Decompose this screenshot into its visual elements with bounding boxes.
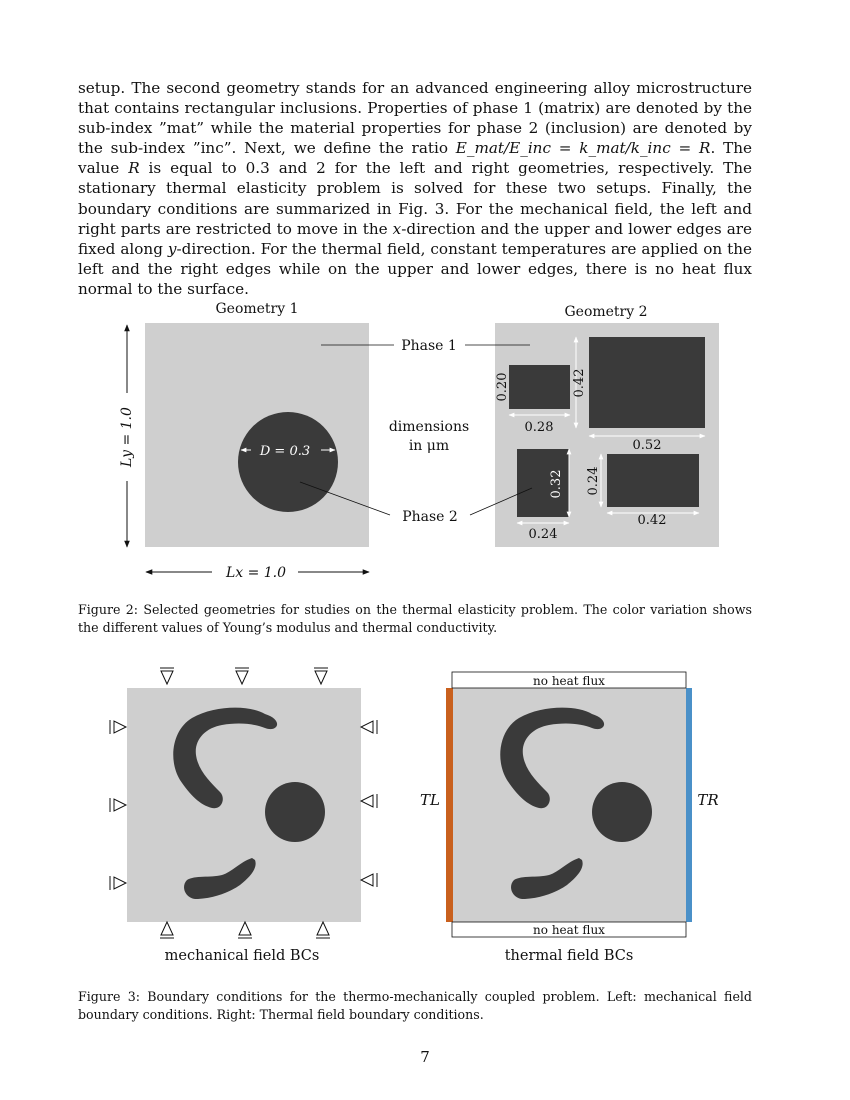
circle-diameter-label: D = 0.3 [259, 444, 311, 459]
inclusion-rect-1 [509, 365, 570, 409]
phase2-label: Phase 2 [402, 509, 458, 525]
mech-support-right [361, 720, 377, 887]
figure3-caption: Figure 3: Boundary conditions for the thermo-mechanically coupled problem. Left: mechanical field boundary conditions. Right: Thermal field boundary conditions. [78, 989, 752, 1022]
mech-support-left [110, 720, 126, 890]
dimensions-label-1: dimensions [388, 419, 470, 435]
dim-r3-width: 0.24 [528, 527, 558, 542]
tr-label: TR [697, 791, 719, 809]
geometry1-inclusion [238, 412, 338, 512]
dim-r4-width: 0.42 [637, 513, 667, 528]
ratio-equation: E_mat/E_inc = k_mat/k_inc = R [455, 139, 711, 158]
phase1-label: Phase 1 [401, 338, 457, 354]
figure-3 [0, 660, 850, 970]
inclusion-rect-2 [589, 337, 705, 428]
no-heat-flux-bottom: no heat flux [533, 923, 605, 937]
mech-label: mechanical field BCs [164, 948, 320, 964]
body-paragraph: setup. The second geometry stands for an advanced engineering alloy microstructure that contains rectangular inclusions. Properties of phase 1 (matrix) are denoted by the sub-index ”mat” while the material properties for phase 2 (inclusion) are denoted by the sub-index ”inc”. Next, we define the ratio E_mat/E_inc = k_mat/k_inc = R. The value R is equal to 0.3 and 2 for the left and right geometries, respectively. The stationary thermal elasticity problem is solved for these two setups. Finally, the boundary conditions are summarized in Fig. 3. For the mechanical field, the left and right parts are restricted to move in the x-direction and the upper and lower edges are fixed along y-direction. For the thermal field, constant temperatures are applied on the left and the right edges while on the upper and lower edges, there is no heat flux normal to the surface. [78, 79, 752, 298]
geometry1-title: Geometry 1 [215, 301, 299, 317]
lx-label: Lx = 1.0 [225, 565, 287, 581]
figure-2 [0, 290, 850, 590]
tl-label: TL [420, 791, 440, 809]
dimensions-label-2: in μm [408, 438, 450, 454]
no-heat-flux-top: no heat flux [533, 674, 605, 688]
inclusion-rect-4 [607, 454, 699, 507]
left-temperature-edge [446, 688, 453, 922]
dim-r1-height: 0.20 [495, 372, 510, 402]
figure2-caption: Figure 2: Selected geometries for studies on the thermal elasticity problem. The color variation shows the different values of Young’s modulus and thermal conductivity. [78, 602, 752, 635]
geometry2-title: Geometry 2 [564, 304, 648, 320]
thermal-label: thermal field BCs [504, 948, 634, 964]
dim-r3-height: 0.32 [549, 469, 564, 499]
mech-support-bottom [160, 922, 330, 938]
dim-r2-height: 0.42 [572, 368, 587, 398]
right-temperature-edge [686, 688, 692, 922]
mech-support-top [160, 668, 328, 684]
dim-r2-width: 0.52 [632, 438, 662, 453]
page-number: 7 [420, 1048, 430, 1066]
dim-r1-width: 0.28 [524, 420, 554, 435]
ly-label: Ly = 1.0 [119, 407, 135, 467]
dim-r4-height: 0.24 [586, 466, 601, 496]
